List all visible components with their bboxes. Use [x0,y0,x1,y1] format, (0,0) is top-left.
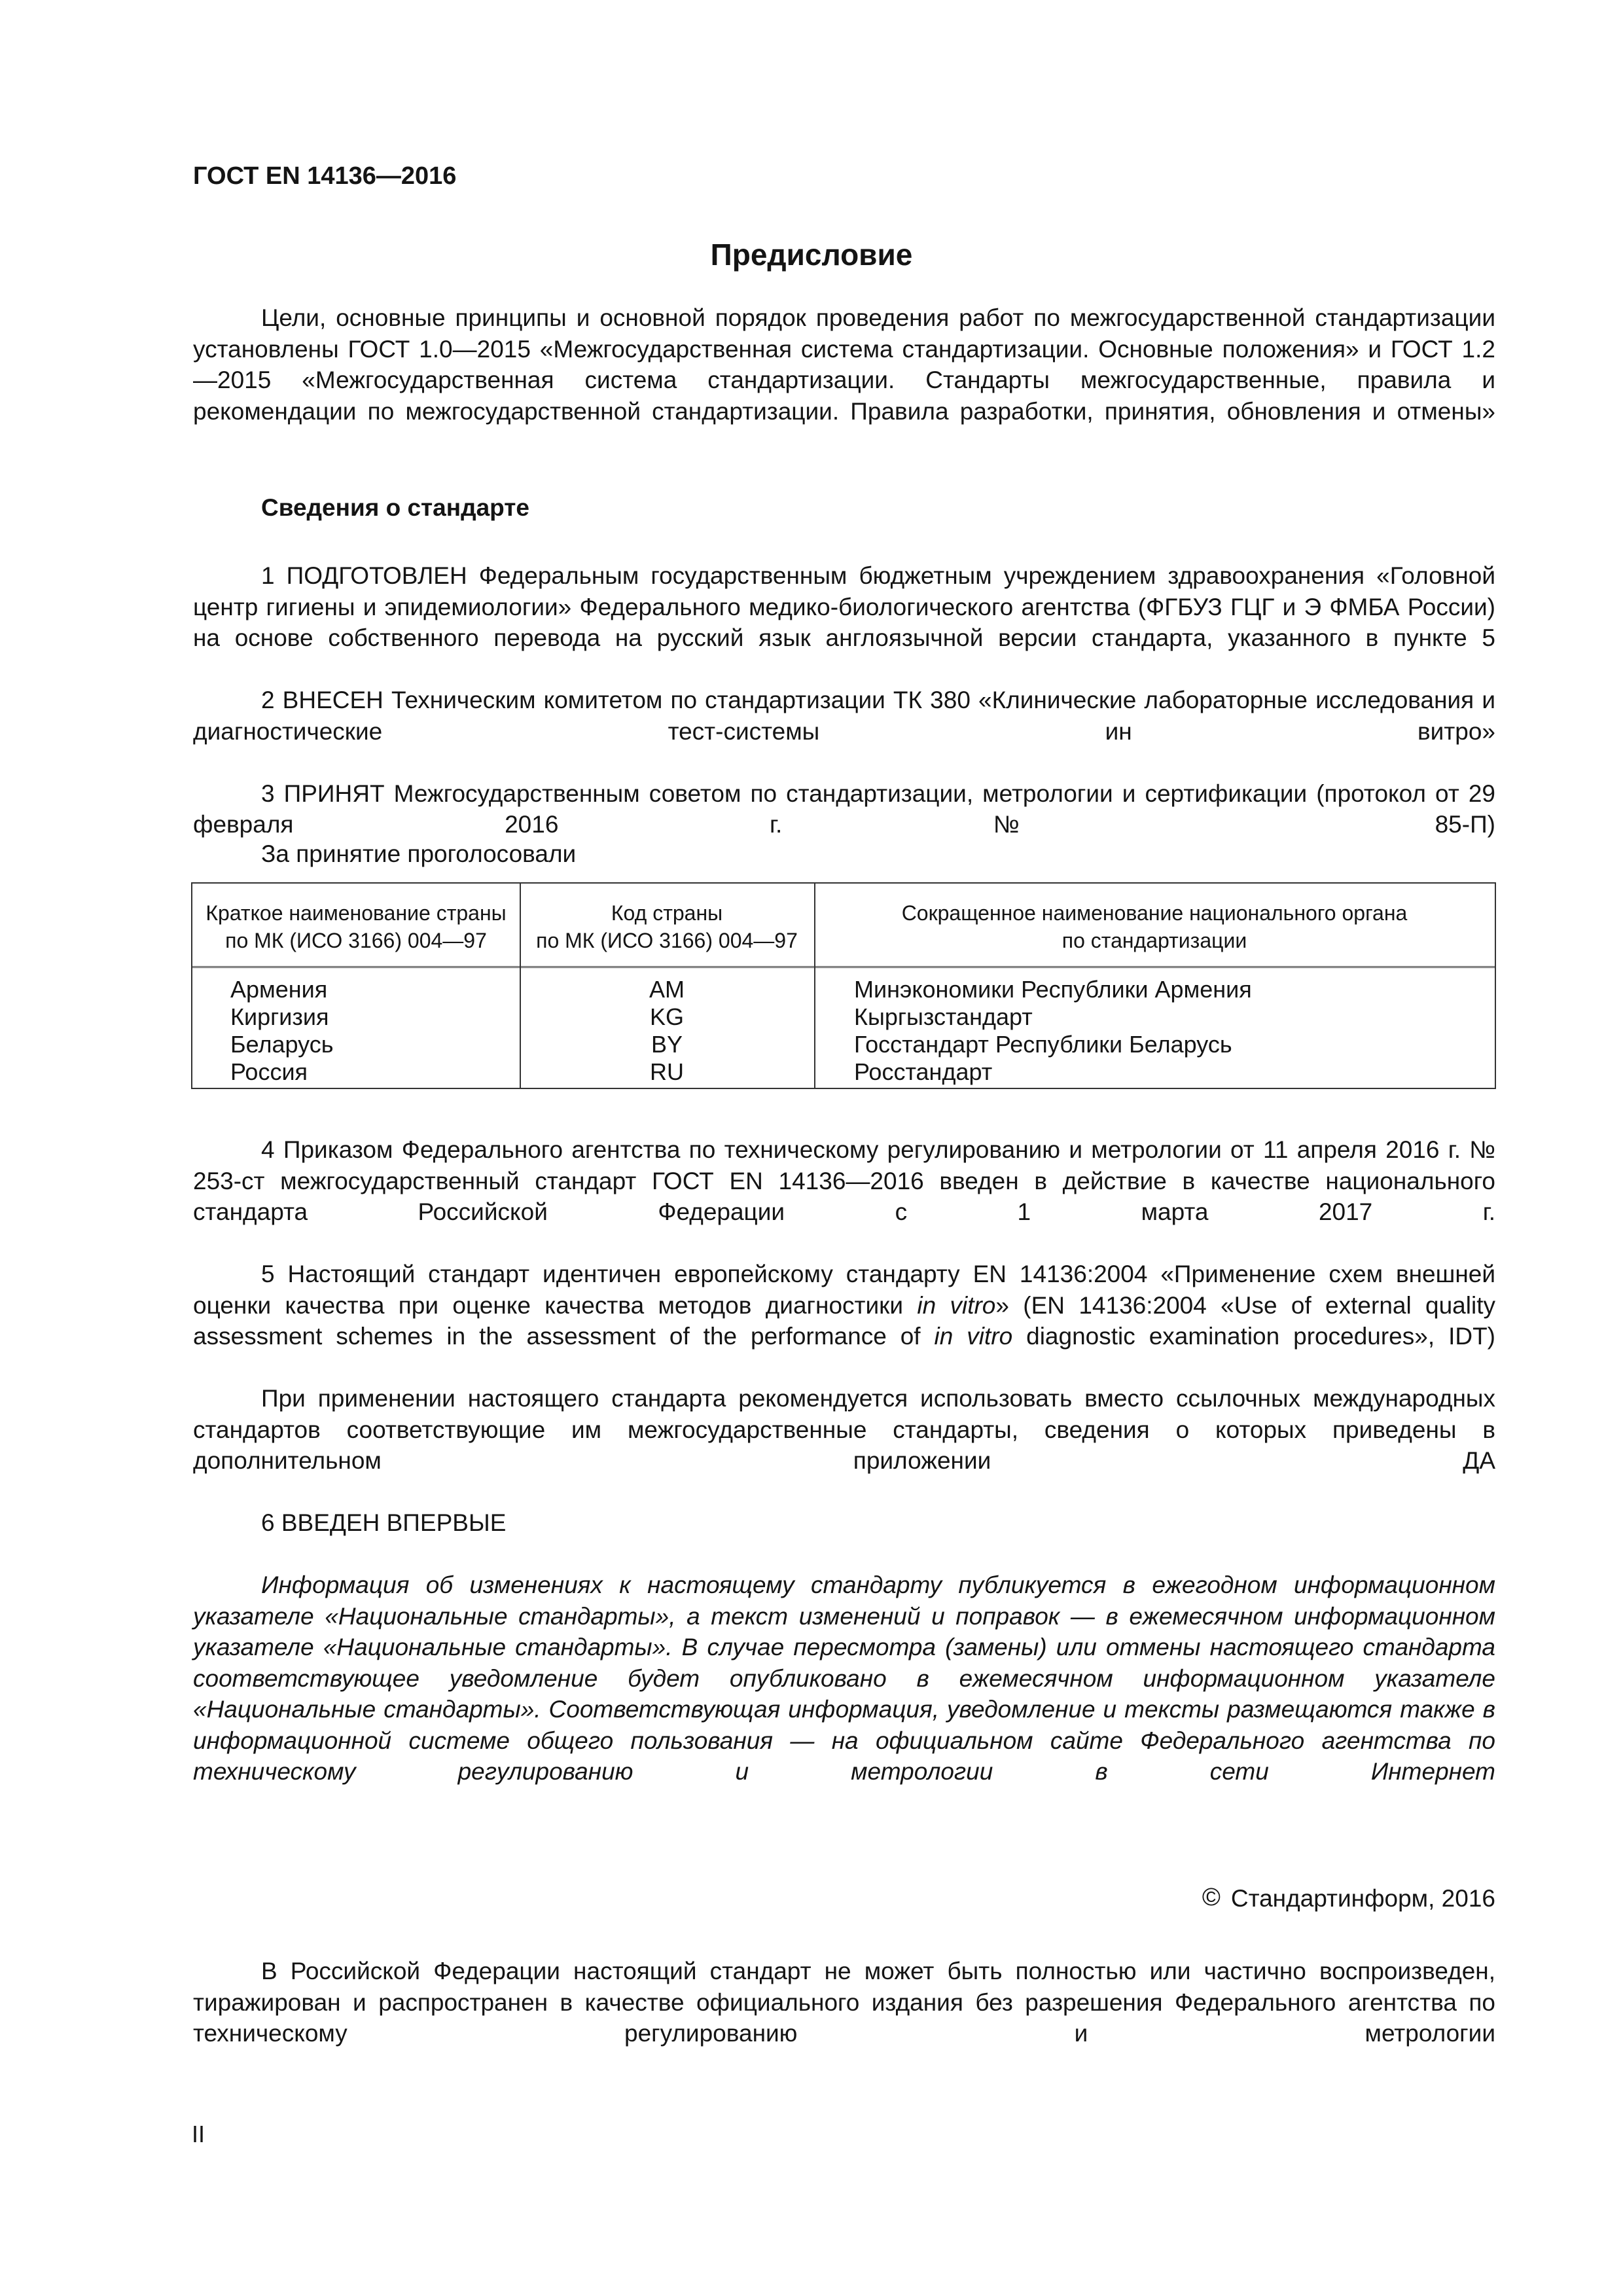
table-row: Армения AM Минэкономики Республики Армения [230,976,1252,1003]
info-item-2: 2 ВНЕСЕН Техническим комитетом по стандартизации ТК 380 «Клинические лабораторные исследования и диагностические тест-системы ин витро» [193,687,1495,745]
intro-block [193,302,1495,458]
intro-paragraph: Цели, основные принципы и основной порядок проведения работ по межгосударственной стандартизации установлены ГОСТ 1.0—2015 «Межгосударственная система стандартизации. Основные положения» и ГОСТ 1.2—2015 «Межгосударственная система стандартизации. Стандарты межгосударственные, правила и рекомендации по межгосударственной стандартизации. Правила разработки, принятия, обновления и отмены» [193,304,1495,425]
vote-table-body [192,976,1495,1086]
info-item-1: 1 ПОДГОТОВЛЕН Федеральным государственным бюджетным учреждением здравоохранения «Головной центр гигиены и эпидемиологии» Федерального медико-биологического агентства (ФГБУЗ ГЦГ и Э ФМБА России) на основе собственного перевода на русский язык англоязычной версии стандарта, указанного в пункте 5 [193,562,1495,651]
table-row: Беларусь BY Госстандарт Республики Беларусь [230,1031,1232,1058]
changes-info-paragraph: Информация об изменениях к настоящему стандарту публикуется в ежегодном информационном указателе «Национальные стандарты», а текст изменений и поправок — в ежемесячном информационном указателе «Национальные стандарты». В случае пересмотра (замены) или отмены настоящего стандарта соответствующее уведомление будет опубликовано в ежемесячном информационном указателе «Национальные стандарты». Соответствующая информация, уведомление и тексты размещаются также в информационной системе общего пользования — на официальном сайте Федерального агентства по техническому регулированию и метрологии в сети Интернет [193,1571,1495,1785]
legal-notice: В Российской Федерации настоящий стандарт не может быть полностью или частично воспроизведен, тиражирован и распространен в качестве официального издания без разрешения Федерального агентства по техническому регулированию и метрологии [193,1958,1495,2047]
reference-note: При применении настоящего стандарта рекомендуется использовать вместо ссылочных международных стандартов соответствующие им межгосударственные стандарты, сведения о которых приведены в дополнительном приложении ДА [193,1385,1495,1474]
info-item-3: 3 ПРИНЯТ Межгосударственным советом по стандартизации, метрологии и сертификации (протокол от 29 февраля 2016 г. № 85-П) [193,780,1495,838]
copyright-symbol: © [1202,1884,1221,1911]
table-row: Россия RU Росстандарт [230,1058,993,1085]
column-header-code: Код страны по МК (ИСО 3166) 004—97 [536,901,798,952]
standard-info-list [193,560,1495,871]
vote-label: За принятие проголосовали [261,840,577,867]
table-row: Киргизия KG Кыргызстандарт [230,1003,1033,1030]
column-header-country: Краткое наименование страны по МК (ИСО 3166) 004—97 [205,901,507,952]
page-title: Предисловие [710,238,913,272]
section-subtitle: Сведения о стандарте [261,494,529,521]
legal-block [193,1956,1495,2080]
vote-table [191,882,1496,1089]
info-item-5: 5 Настоящий стандарт идентичен европейскому стандарту EN 14136:2004 «Применение схем внешней оценки качества при оценке качества методов диагностики in vitro» (EN 14136:2004 «Use of external quality assessment schemes in the assessment of the performance of in vitro diagnostic examination procedures», IDT) [193,1261,1495,1350]
info-item-6: 6 ВВЕДЕН ВПЕРВЫЕ [261,1509,507,1536]
page-number: II [192,2121,205,2147]
changes-info-block [193,1570,1495,1818]
doc-code-header: ГОСТ EN 14136—2016 [193,162,457,190]
copyright-line [1202,1885,1495,1913]
column-header-agency: Сокращенное наименование национального органа по стандартизации [901,901,1408,952]
header-divider [192,966,1495,968]
info-item-4: 4 Приказом Федерального агентства по техническому регулированию и метрологии от 11 апреля 2016 г. № 253-ст межгосударственный стандарт ГОСТ EN 14136—2016 введен в действие в качестве национального стандарта Российской Федерации с 1 марта 2017 г. [193,1136,1495,1225]
copyright-text: Стандартинформ, 2016 [1230,1885,1495,1912]
implementation-block [193,1134,1495,1539]
